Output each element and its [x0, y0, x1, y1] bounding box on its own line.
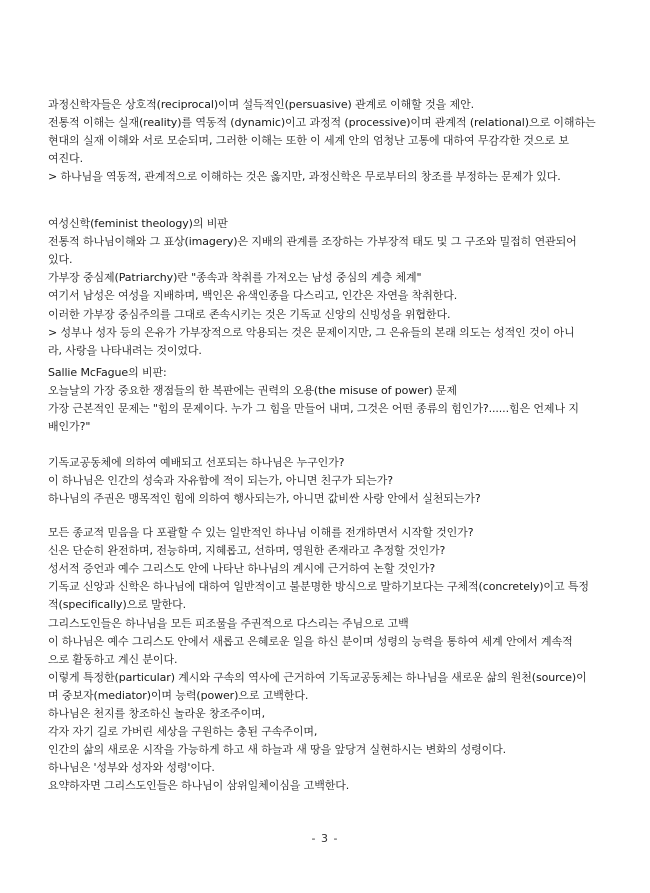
- process-theology-line: > 하나님을 역동적, 관계적으로 이해하는 것은 옳지만, 과정신학은 무로부터의 창조를 부정하는 문제가 있다.: [48, 170, 561, 184]
- trinity-line: 이렇게 특정한(particular) 계시와 구속의 역사에 근거하여 기독교공동체는 하나님을 새로운 삶의 원천(source)이: [48, 670, 587, 684]
- mcfague-line: Sallie McFague의 비판:: [48, 366, 167, 379]
- process-theology-line: 과정신학자들은 상호적(reciprocal)이며 설득적인(persuasive) 관계로 이해할 것을 제안.: [48, 98, 474, 111]
- questions-line: 기독교공동체에 의하여 예배되고 선포되는 하나님은 누구인가?: [48, 456, 345, 469]
- trinity-line: 며 중보자(mediator)이며 능력(power)으로 고백한다.: [48, 688, 309, 702]
- trinity-line: 신은 단순히 완전하며, 전능하며, 지혜롭고, 선하며, 영원한 존재라고 추정할 것인가?: [48, 544, 446, 558]
- trinity-line: 성서적 증언과 예수 그리스도 안에 나타난 하나님의 계시에 근거하여 논할 것인가?: [48, 562, 436, 576]
- trinity-line: 이 하나님은 예수 그리스도 안에서 새롭고 은혜로운 일을 하신 분이며 성령의 능력을 통하여 세계 안에서 계속적: [48, 634, 573, 648]
- feminist-theology-line: 전통적 하나님이해와 그 표상(imagery)은 지배의 관계를 조장하는 가부장적 태도 및 그 구조와 밀접히 연관되어: [48, 235, 577, 249]
- mcfague-line: 가장 근본적인 문제는 "힘의 문제이다. 누가 그 힘을 만들어 내며, 그것은 어떤 종류의 힘인가?......힘은 언제나 지: [48, 402, 579, 416]
- trinity-line: 그리스도인들은 하나님을 모든 피조물을 주권적으로 다스리는 주님으로 고백: [48, 616, 409, 630]
- feminist-theology-line: 가부장 중심제(Patriarchy)란 "종속과 착취를 가져오는 남성 중심의 계층 체계": [48, 271, 422, 285]
- questions-line: 하나님의 주권은 맹목적인 힘에 의하여 행사되는가, 아니면 값비싼 사랑 안에서 실천되는가?: [48, 492, 481, 506]
- feminist-theology-line: 여성신학(feminist theology)의 비판: [48, 217, 228, 230]
- trinity-line: 요약하자면 그리스도인들은 하나님이 삼위일체이심을 고백한다.: [48, 779, 350, 793]
- trinity-line: 으로 활동하고 계신 분이다.: [48, 652, 178, 666]
- process-theology-line: 현대의 실재 이해와 서로 모순되며, 그러한 이해는 또한 이 세계 안의 엄청난 고통에 대하여 무감각한 것으로 보: [48, 134, 569, 148]
- process-theology-line: 전통적 이해는 실재(reality)를 역동적 (dynamic)이고 과정적 (processive)이며 관계적 (relational)으로 이해하는: [48, 116, 596, 130]
- trinity-line: 기독교 신앙과 신학은 하나님에 대하여 일반적이고 불분명한 방식으로 말하기보다는 구체적(concretely)이고 특정: [48, 580, 589, 594]
- feminist-theology-line: 있다.: [48, 253, 73, 267]
- process-theology-line: 여진다.: [48, 152, 83, 166]
- mcfague-line: 배인가?": [48, 420, 91, 434]
- trinity-line: 적(specifically)으로 말한다.: [48, 598, 187, 612]
- feminist-theology-line: > 성부나 성자 등의 은유가 가부장적으로 악용되는 것은 문제이지만, 그 은유들의 본래 의도는 성적인 것이 아니: [48, 325, 575, 339]
- mcfague-line: 오늘날의 가장 중요한 쟁점들의 한 복판에는 권력의 오용(the misuse of power) 문제: [48, 384, 457, 398]
- feminist-theology-line: 이러한 가부장 중심주의를 그대로 존속시키는 것은 기독교 신앙의 신빙성을 위협한다.: [48, 307, 451, 321]
- feminist-theology-line: 라, 사랑을 나타내려는 것이었다.: [48, 343, 202, 357]
- trinity-line: 모든 종교적 믿음을 다 포괄할 수 있는 일반적인 하나님 이해를 전개하면서 시작할 것인가?: [48, 526, 474, 539]
- trinity-line: 하나님은 천지를 창조하신 놀라운 창조주이며,: [48, 707, 265, 720]
- page-number: - 3 -: [311, 832, 339, 845]
- trinity-line: 인간의 삶의 새로운 시작을 가능하게 하고 새 하늘과 새 땅을 앞당겨 실현하시는 변화의 성령이다.: [48, 743, 507, 757]
- trinity-line: 각자 자기 길로 가버린 세상을 구원하는 충된 구속주이며,: [48, 725, 318, 739]
- questions-line: 이 하나님은 인간의 성숙과 자유함에 적이 되는가, 아니면 친구가 되는가?: [48, 474, 393, 488]
- trinity-line: 하나님은 '성부와 성자와 성령'이다.: [48, 761, 215, 775]
- feminist-theology-line: 여기서 남성은 여성을 지배하며, 백인은 유색인종을 다스리고, 인간은 자연을 착취한다.: [48, 289, 458, 303]
